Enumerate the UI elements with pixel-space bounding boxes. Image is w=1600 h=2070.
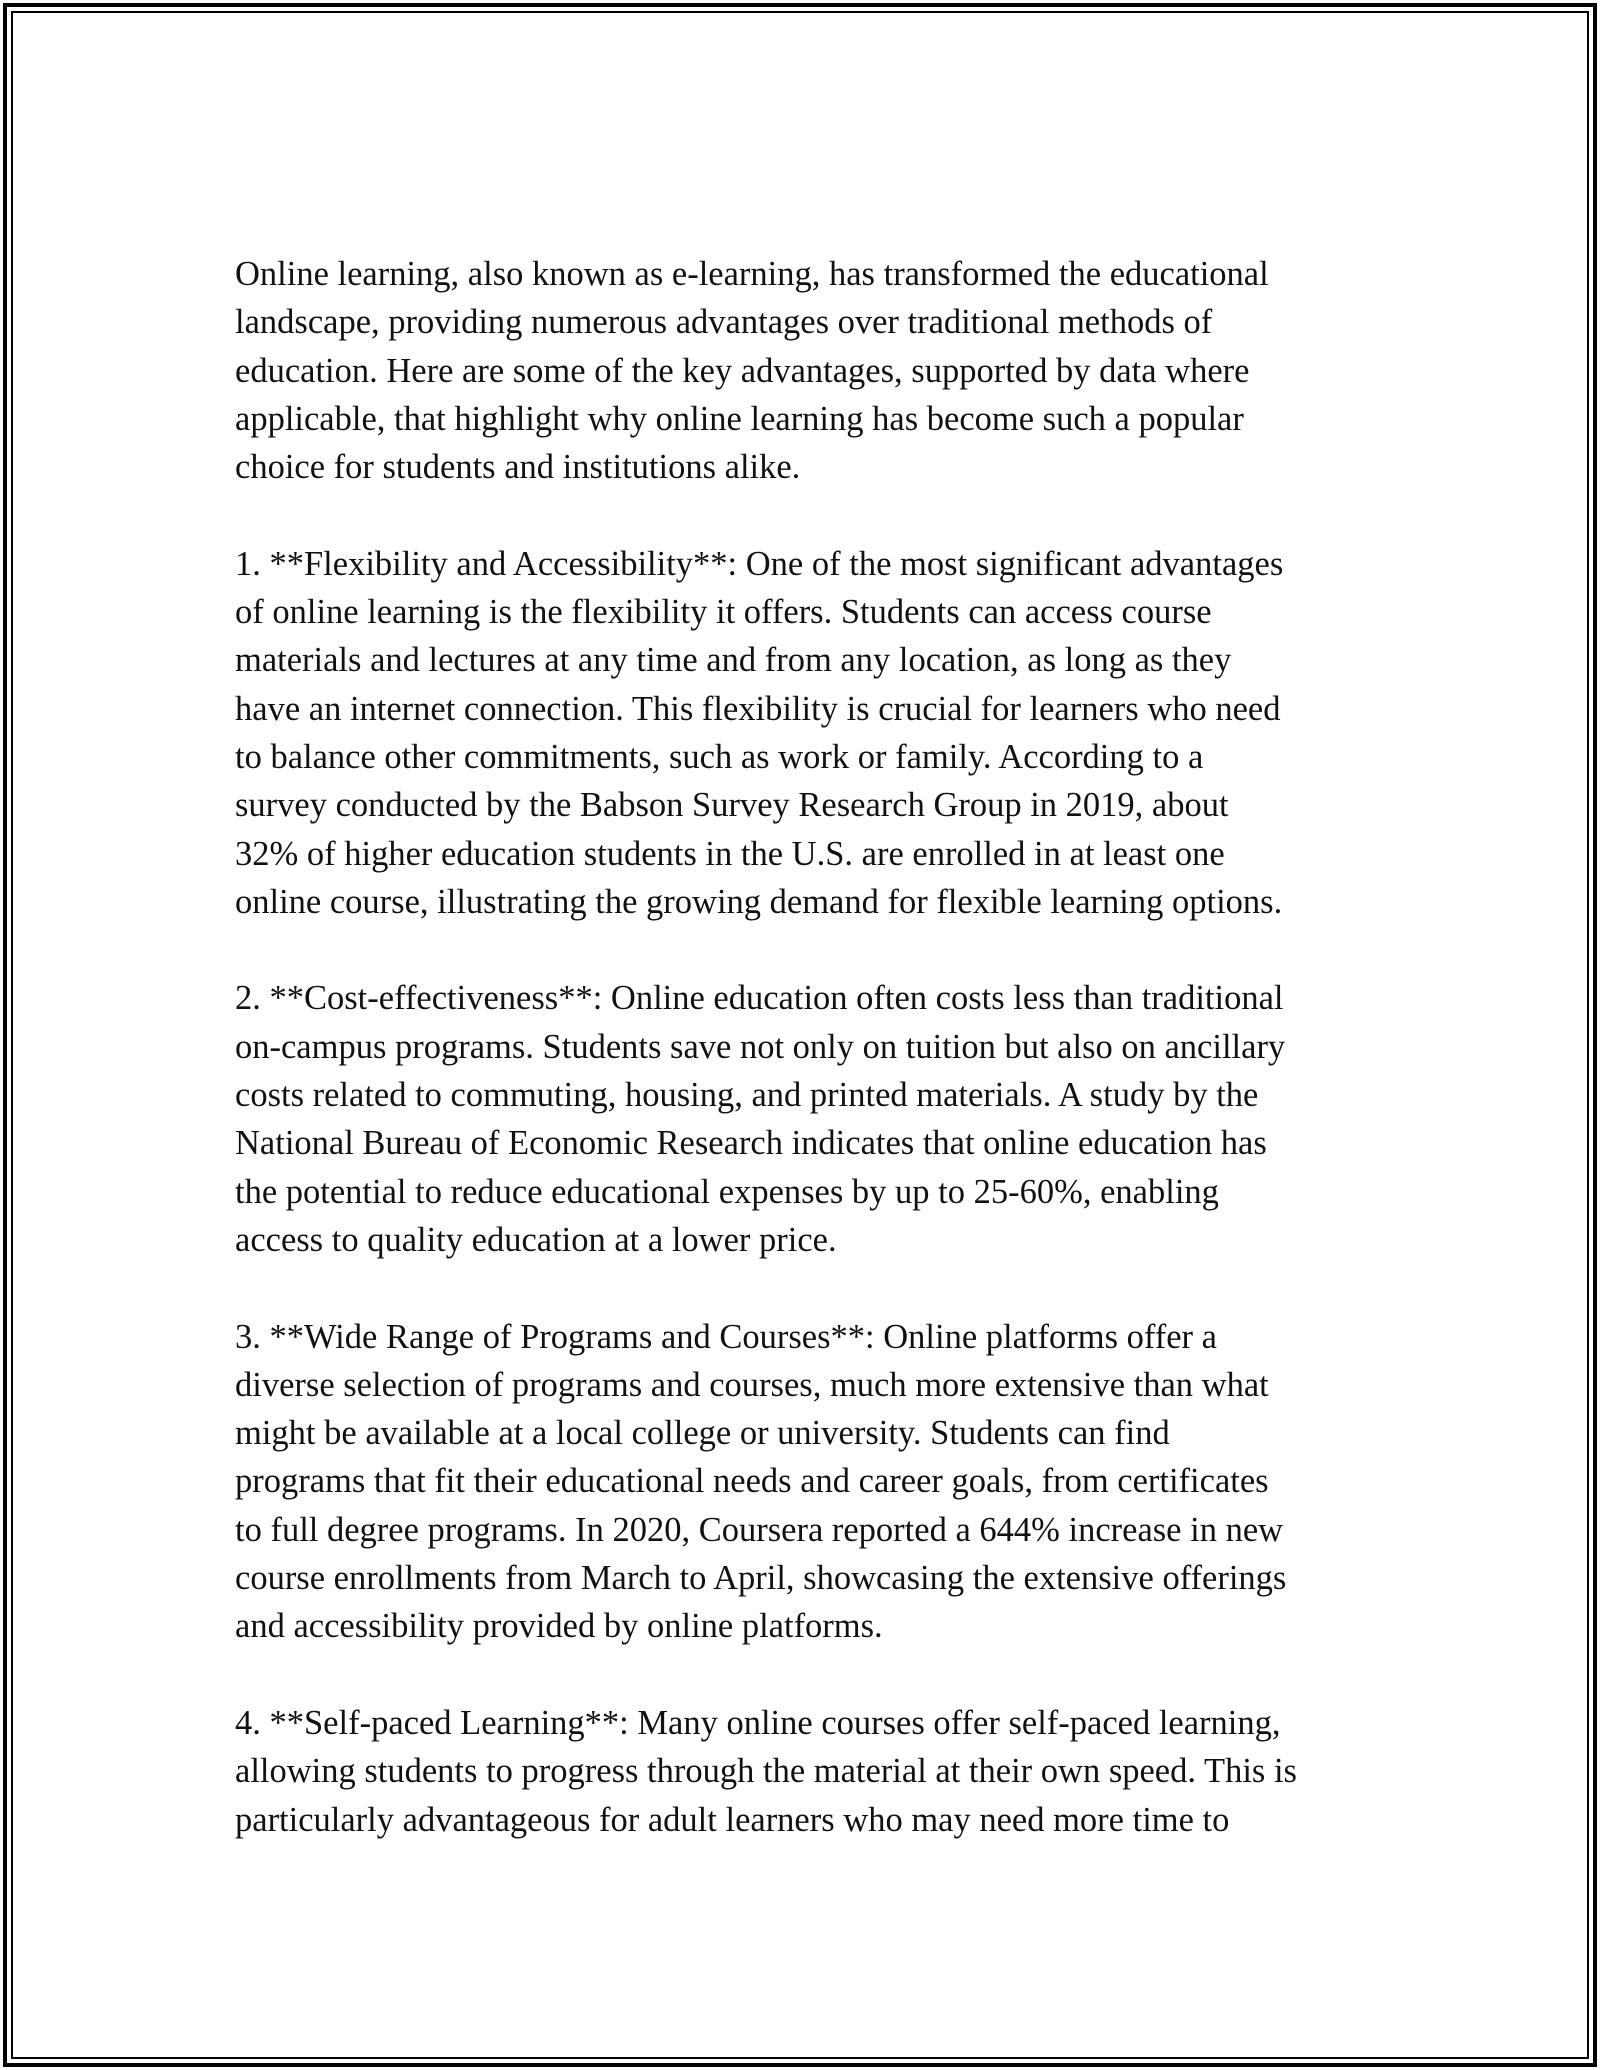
text-line: 1. **Flexibility and Accessibility**: One of the most significant advantages <box>235 544 1284 583</box>
text-line: and accessibility provided by online platforms. <box>235 1607 883 1646</box>
flexibility-paragraph <box>235 540 1385 926</box>
text-line: 32% of higher education students in the U.S. are enrolled in at least one <box>235 834 1225 873</box>
text-line: education. Here are some of the key advantages, supported by data where <box>235 351 1250 390</box>
text-line: particularly advantageous for adult learners who may need more time to <box>235 1800 1230 1839</box>
text-line: choice for students and institutions alike. <box>235 448 801 487</box>
text-line: 2. **Cost-effectiveness**: Online education often costs less than traditional <box>235 979 1284 1018</box>
text-line: access to quality education at a lower price. <box>235 1220 837 1259</box>
self-paced-paragraph <box>235 1699 1385 1844</box>
text-line: landscape, providing numerous advantages over traditional methods of <box>235 303 1213 342</box>
cost-effectiveness-paragraph <box>235 974 1385 1264</box>
text-line: survey conducted by the Babson Survey Research Group in 2019, about <box>235 786 1229 825</box>
text-line: to balance other commitments, such as work or family. According to a <box>235 737 1204 776</box>
text-line: to full degree programs. In 2020, Coursera reported a 644% increase in new <box>235 1510 1284 1549</box>
text-line: costs related to commuting, housing, and printed materials. A study by the <box>235 1076 1259 1115</box>
text-line: online course, illustrating the growing demand for flexible learning options. <box>235 882 1283 921</box>
text-line: course enrollments from March to April, showcasing the extensive offerings <box>235 1559 1287 1598</box>
text-line: of online learning is the flexibility it offers. Students can access course <box>235 593 1212 632</box>
text-line: might be available at a local college or university. Students can find <box>235 1414 1170 1453</box>
text-line: Online learning, also known as e-learning, has transformed the educational <box>235 255 1269 293</box>
text-line: have an internet connection. This flexibility is crucial for learners who need <box>235 689 1281 728</box>
text-line: the potential to reduce educational expenses by up to 25-60%, enabling <box>235 1172 1219 1211</box>
document-body <box>235 250 1385 1892</box>
text-line: programs that fit their educational needs and career goals, from certificates <box>235 1462 1269 1501</box>
text-line: diverse selection of programs and courses, much more extensive than what <box>235 1365 1269 1404</box>
intro-paragraph <box>235 250 1385 491</box>
programs-paragraph <box>235 1313 1385 1651</box>
text-line: allowing students to progress through the material at their own speed. This is <box>235 1752 1297 1791</box>
text-line: materials and lectures at any time and from any location, as long as they <box>235 641 1232 680</box>
text-line: applicable, that highlight why online learning has become such a popular <box>235 399 1244 438</box>
text-line: National Bureau of Economic Research indicates that online education has <box>235 1124 1267 1163</box>
text-line: on-campus programs. Students save not only on tuition but also on ancillary <box>235 1027 1286 1066</box>
text-line: 4. **Self-paced Learning**: Many online courses offer self-paced learning, <box>235 1703 1281 1742</box>
text-line: 3. **Wide Range of Programs and Courses**: Online platforms offer a <box>235 1317 1217 1356</box>
